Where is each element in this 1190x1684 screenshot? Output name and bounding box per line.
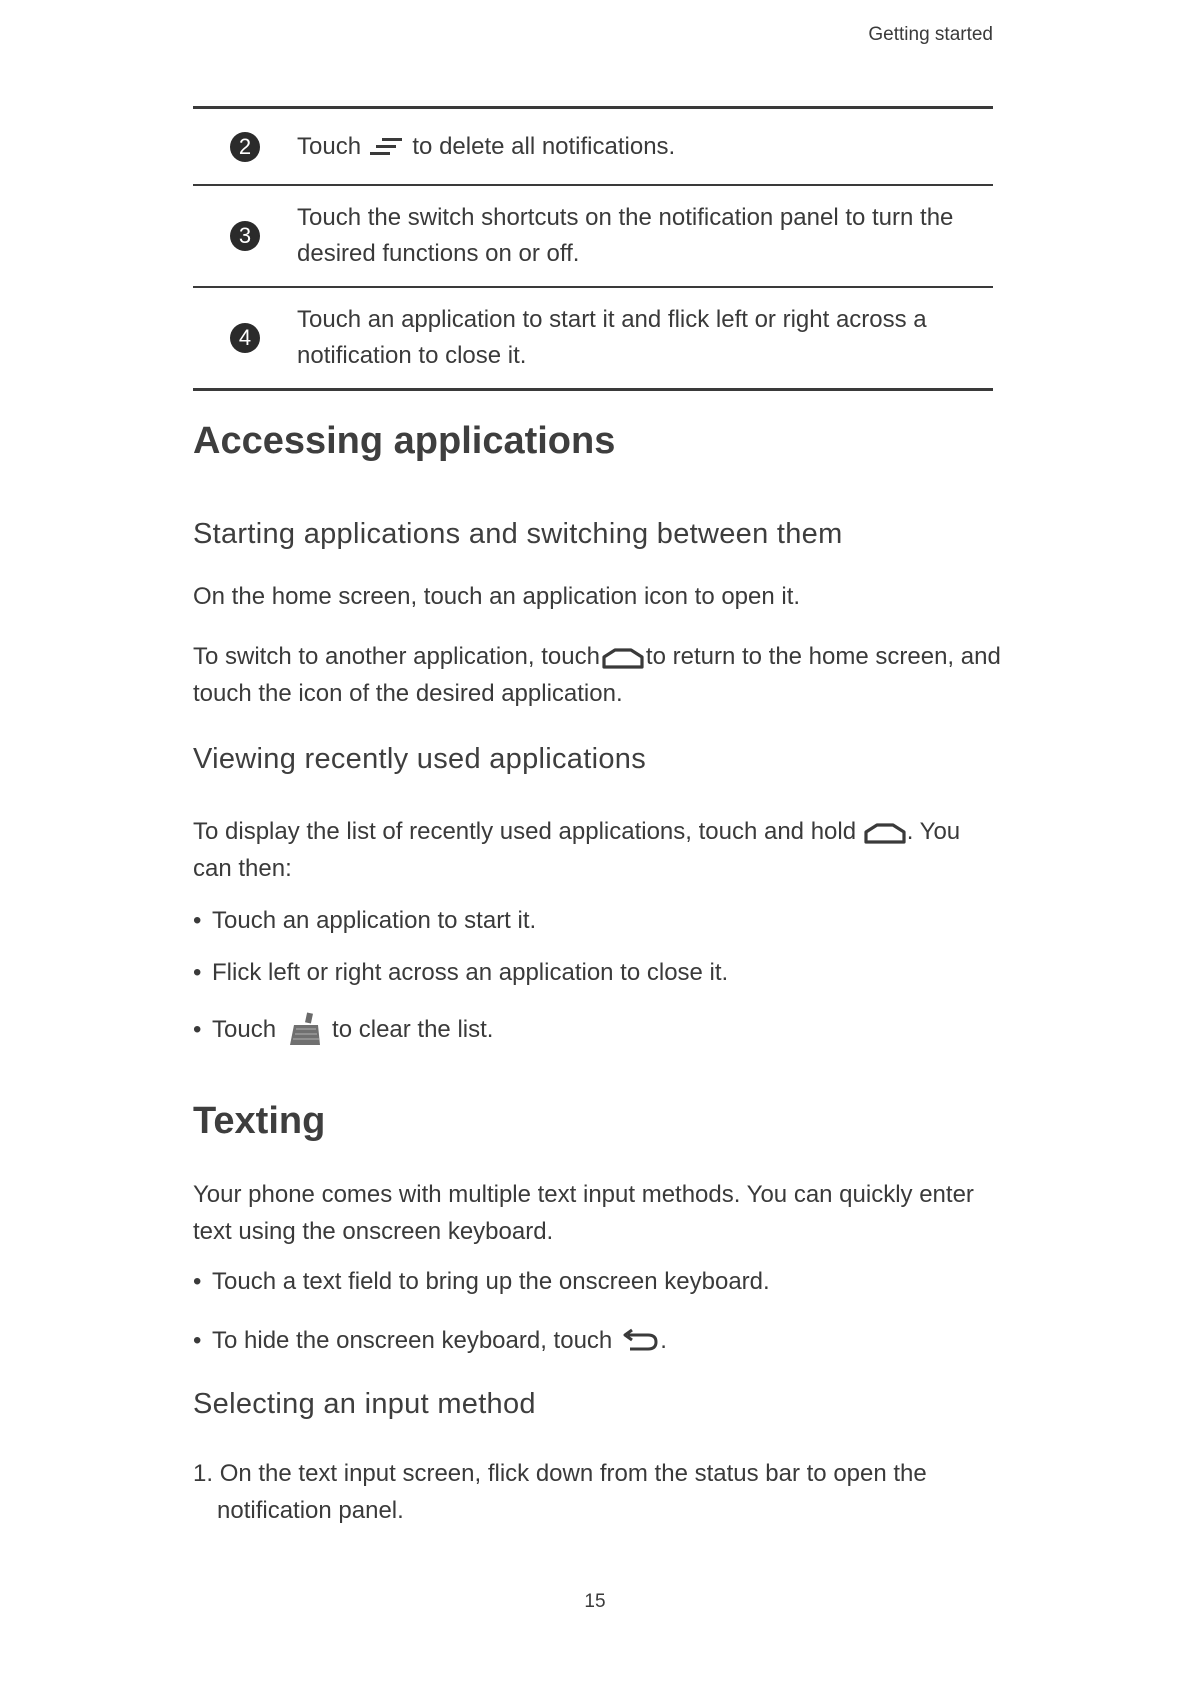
back-icon [620,1328,660,1354]
section-title-texting: Texting [193,1100,326,1142]
table-rule [193,388,993,391]
clear-notifications-icon [368,134,406,160]
section-title-accessing: Accessing applications [193,420,616,462]
list-item: • Touch to clear the list. [193,1011,493,1048]
legend-text: to delete all notifications. [412,132,676,160]
paragraph: Your phone comes with multiple text input methods. You can quickly enter text using the onscreen keyboard. [193,1181,974,1245]
home-icon [863,821,907,845]
subsection-title-recent: Viewing recently used applications [193,743,646,775]
running-header: Getting started [868,24,993,45]
legend-number-badge: 3 [230,221,260,251]
legend-number-badge: 4 [230,323,260,353]
legend-text-line: notification to close it. [297,342,527,369]
legend-text-line: Touch an application to start it and flick left or right across a [297,306,927,333]
home-icon [601,646,645,670]
page-number: 15 [584,1591,606,1612]
legend-row [193,288,993,388]
legend-text: Touch [297,132,362,160]
list-item: • Touch an application to start it. [193,907,537,934]
paragraph: To switch to another application, touch to return to the home screen, and touch the icon of the desired application. [193,643,1001,707]
paragraph: To display the list of recently used applications, touch and hold . You can then: [193,818,961,882]
legend-text-line: desired functions on or off. [297,240,580,267]
subsection-title-input-method: Selecting an input method [193,1388,536,1420]
broom-icon [286,1012,326,1048]
subsection-title-starting: Starting applications and switching between them [193,518,843,550]
list-item: • Touch a text field to bring up the onscreen keyboard. [193,1268,770,1295]
legend-text-line: Touch the switch shortcuts on the notification panel to turn the [297,204,954,231]
legend-table [193,106,993,391]
legend-row [193,109,993,184]
numbered-step: 1. On the text input screen, flick down from the status bar to open the notification panel. [193,1460,927,1524]
legend-number-badge: 2 [230,132,260,162]
list-item: • To hide the onscreen keyboard, touch . [193,1327,667,1354]
legend-row [193,186,993,286]
list-item: • Flick left or right across an application to close it. [193,959,729,986]
paragraph: On the home screen, touch an application icon to open it. [193,583,801,610]
